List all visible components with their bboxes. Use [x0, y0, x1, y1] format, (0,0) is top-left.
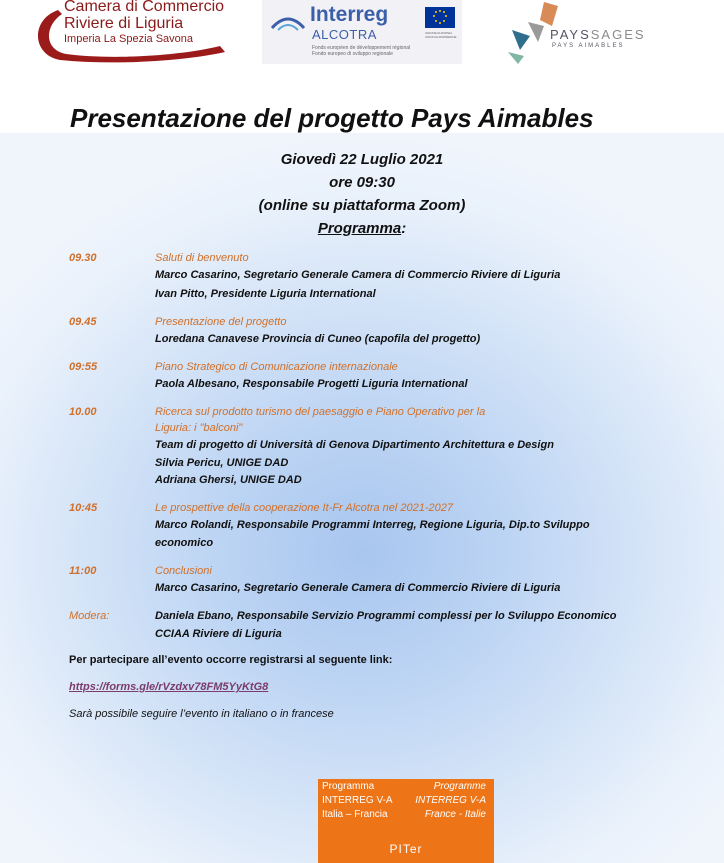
program-time: 09.30 — [69, 252, 97, 264]
program-topic: Presentazione del progetto — [155, 316, 287, 328]
page-title: Presentazione del progetto Pays Aimables — [70, 103, 594, 133]
eu-flag-icon — [425, 7, 455, 28]
interreg-small-fr: Fonds européen de développement régional — [312, 45, 411, 51]
pays-title-a: PAYS — [550, 27, 591, 42]
program-colon: : — [401, 220, 407, 237]
header-logos — [0, 0, 724, 75]
pays-subtitle: PAYS AIMABLES — [552, 43, 625, 49]
ccr-line2: Riviere di Liguria — [64, 15, 184, 32]
program-topic: Saluti di benvenuto — [155, 252, 249, 264]
interreg-small-it: Fondo europeo di sviluppo regionale — [312, 51, 393, 57]
registration-link[interactable]: https://forms.gle/rVzdxv78FM5YyKtG8 — [69, 681, 269, 693]
piter-right-line: Programme — [433, 781, 486, 792]
program-time: 10:45 — [69, 502, 98, 514]
program-speaker: Marco Casarino, Segretario Generale Camera di Commercio Riviere di Liguria — [155, 269, 561, 281]
ccr-line3: Imperia La Spezia Savona — [64, 33, 194, 45]
piter-right-line: INTERREG V-A — [415, 795, 486, 806]
program-topic: Piano Strategico di Comunicazione internazionale — [155, 361, 398, 373]
content-background — [0, 133, 724, 863]
program-speaker: Marco Casarino, Segretario Generale Camera di Commercio Riviere di Liguria — [155, 582, 561, 594]
program-time: 11:00 — [69, 565, 97, 577]
program-topic: Ricerca sul prodotto turismo del paesaggio e Piano Operativo per la — [155, 406, 486, 418]
piter-left-line: INTERREG V-A — [322, 795, 393, 806]
program-speaker: economico — [155, 537, 214, 549]
program-topic: Liguria: i "balconi" — [155, 422, 243, 434]
program-speaker: Ivan Pitto, Presidente Liguria International — [155, 288, 376, 300]
program-heading — [0, 220, 724, 237]
event-date: Giovedì 22 Luglio 2021 — [280, 151, 444, 168]
program-speaker: Marco Rolandi, Responsabile Programmi Interreg, Regione Liguria, Dip.to Sviluppo — [155, 519, 590, 531]
program-speaker: Team di progetto di Università di Genova Dipartimento Architettura e Design — [155, 439, 554, 451]
program-label: Programma — [317, 220, 402, 237]
program-topic: Conclusioni — [155, 565, 212, 577]
program-speaker: Loredana Canavese Provincia di Cuneo (capofila del progetto) — [155, 333, 481, 345]
program-time: 09.45 — [69, 316, 97, 328]
payssages-logo — [500, 0, 670, 68]
eu-text-line: UNIONE EUROPEA UNION EUROPÉENNE — [425, 31, 457, 39]
piter-left-line: Italia – Francia — [322, 809, 388, 820]
interreg-subtitle: ALCOTRA — [312, 27, 377, 42]
interreg-logo — [262, 0, 462, 64]
interreg-arc-icon — [268, 8, 308, 38]
event-venue: (online su piattaforma Zoom) — [258, 197, 466, 214]
program-speaker: Silvia Pericu, UNIGE DAD — [155, 457, 289, 469]
camera-commercio-logo — [30, 0, 240, 68]
piter-name: PITer — [389, 842, 423, 856]
moderator-org: CCIAA Riviere di Liguria — [155, 628, 282, 640]
ccr-line1: Camera di Commercio — [64, 0, 225, 15]
moderator-name: Daniela Ebano, Responsabile Servizio Programmi complessi per lo Sviluppo Economico — [155, 610, 617, 622]
interreg-title: Interreg — [310, 3, 389, 26]
program-time: 09:55 — [69, 361, 98, 373]
pays-title-b: SAGES — [590, 27, 646, 42]
piter-logo — [318, 779, 494, 863]
program-topic: Le prospettive della cooperazione It-Fr Alcotra nel 2021-2027 — [155, 502, 453, 514]
language-note: Sarà possibile seguire l’evento in italiano o in francese — [69, 708, 334, 720]
piter-right-line: France - Italie — [424, 809, 486, 820]
registration-text: Per partecipare all’evento occorre registrarsi al seguente link: — [69, 654, 393, 666]
event-time: ore 09:30 — [329, 174, 395, 191]
moderator-label: Modera: — [69, 610, 110, 622]
program-time: 10.00 — [69, 406, 97, 418]
piter-left-line: Programma — [322, 781, 375, 792]
program-speaker: Paola Albesano, Responsabile Progetti Liguria International — [155, 378, 468, 390]
program-speaker: Adriana Ghersi, UNIGE DAD — [155, 474, 302, 486]
